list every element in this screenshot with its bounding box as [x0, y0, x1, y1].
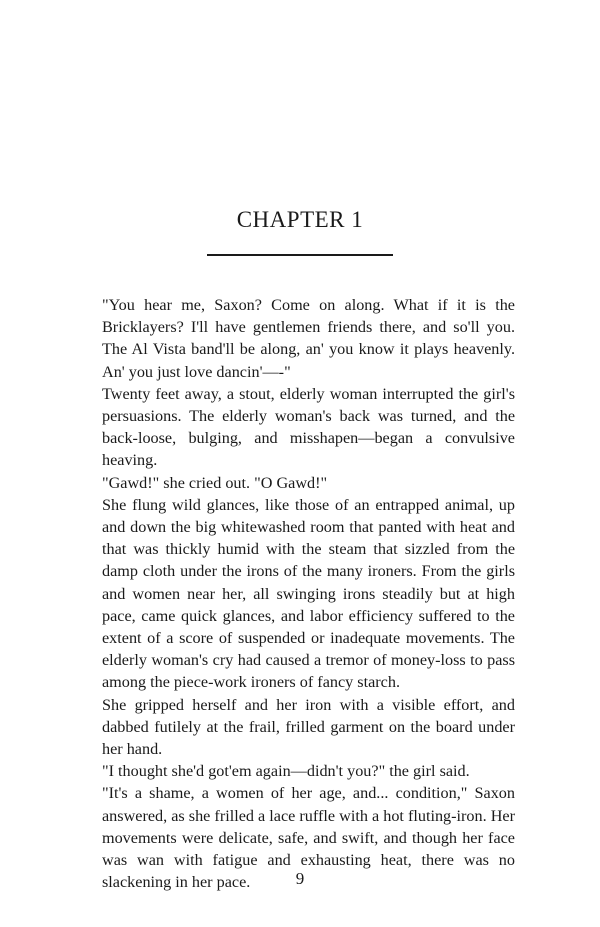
paragraph: "Gawd!" she cried out. "O Gawd!"	[102, 473, 328, 492]
page-number: 9	[295, 869, 305, 888]
body-text	[102, 294, 515, 893]
chapter-divider	[207, 254, 393, 256]
paragraph: Twenty feet away, a stout, elderly woman interrupted the girl's persuasions. The elderly woman's back was turned, and the back-loose, bulging, and misshapen—began a convulsive heaving.	[102, 384, 515, 470]
paragraph: She gripped herself and her iron with a visible effort, and dabbed futilely at the frail, frilled garment on the board under her hand.	[102, 695, 515, 759]
chapter-title: CHAPTER 1	[236, 207, 364, 232]
paragraph: "I thought she'd got'em again—didn't you?" the girl said.	[102, 762, 470, 781]
paragraph: "You hear me, Saxon? Come on along. What if it is the Bricklayers? I'll have gentlemen friends there, and so'll you. The Al Vista band'll be along, an' you know it plays heavenly. An' you just love dancin'—-"	[102, 296, 515, 381]
paragraph: She flung wild glances, like those of an entrapped animal, up and down the big whitewashed room that panted with heat and that was thickly humid with the steam that sizzled from the damp cloth under the irons of the many ironers. From the girls and women near her, all swinging irons steadily but at high pace, came quick glances, and labor efficiency suffered to the extent of a score of suspended or inadequate movements. The elderly woman's cry had caused a tremor of money-loss to pass among the piece-work ironers of fancy starch.	[102, 495, 515, 692]
paragraph: "It's a shame, a women of her age, and... condition," Saxon answered, as she frilled a lace ruffle with a hot fluting-iron. Her movements were delicate, safe, and swift, and though her face was wan with fatigue and exhausting heat, there was no slackening in her pace.	[102, 784, 515, 892]
